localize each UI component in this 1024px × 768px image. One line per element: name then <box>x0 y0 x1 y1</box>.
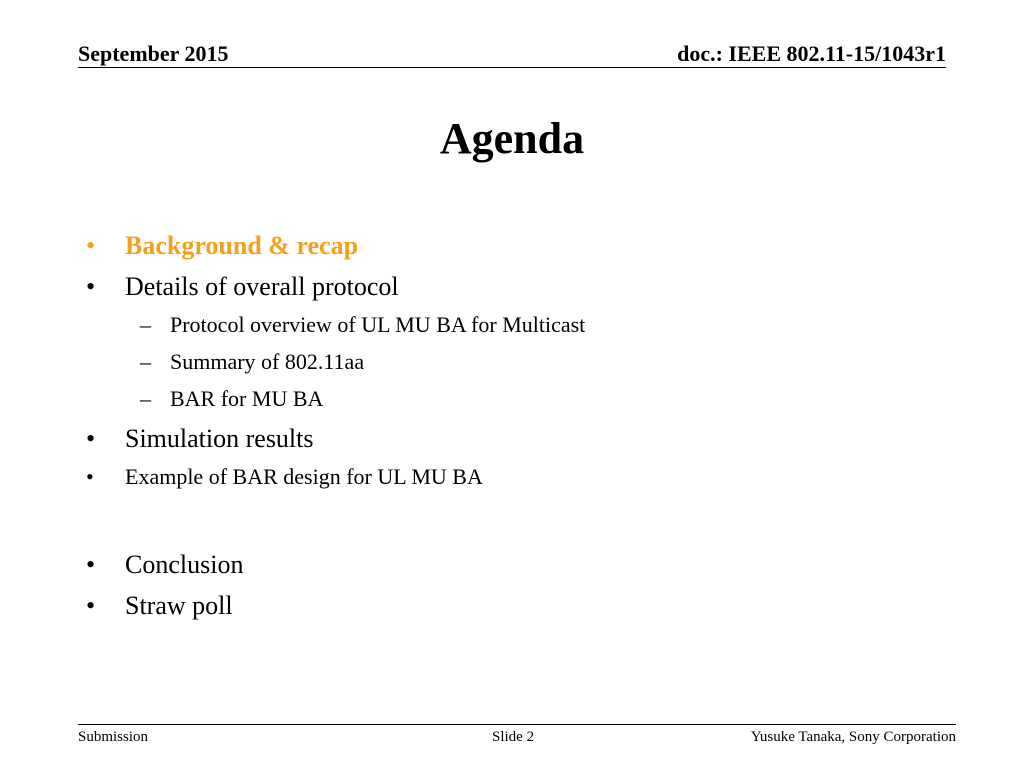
bullet-marker: • <box>86 464 94 489</box>
agenda-item-label: Details of overall protocol <box>125 272 399 301</box>
agenda-subitem-label: Protocol overview of UL MU BA for Multicast <box>170 312 586 337</box>
header-divider <box>78 67 946 68</box>
agenda-item-label: Example of BAR design for UL MU BA <box>125 464 483 489</box>
agenda-subitem-label: BAR for MU BA <box>170 386 324 411</box>
bullet-marker: • <box>86 550 96 579</box>
footer-submission: Submission <box>78 729 149 745</box>
footer-divider <box>78 724 956 725</box>
dash-marker: – <box>140 386 151 411</box>
dash-marker: – <box>140 349 151 374</box>
footer-author: Yusuke Tanaka, Sony Corporation <box>750 729 956 745</box>
agenda-item-label: Conclusion <box>125 550 244 579</box>
header-date: September 2015 <box>78 41 229 66</box>
agenda-item-label: Background & recap <box>125 231 359 260</box>
bullet-marker: • <box>86 231 96 260</box>
agenda-subitem-label: Summary of 802.11aa <box>170 349 365 374</box>
bullet-marker: • <box>86 272 96 301</box>
agenda-item-label: Straw poll <box>125 591 233 620</box>
bullet-marker: • <box>86 591 96 620</box>
footer-slide-number: Slide 2 <box>492 729 535 745</box>
header-doc-id: doc.: IEEE 802.11-15/1043r1 <box>677 41 946 66</box>
bullet-marker: • <box>86 424 96 453</box>
slide-title: Agenda <box>439 114 585 163</box>
dash-marker: – <box>140 312 151 337</box>
agenda-item-label: Simulation results <box>125 424 314 453</box>
